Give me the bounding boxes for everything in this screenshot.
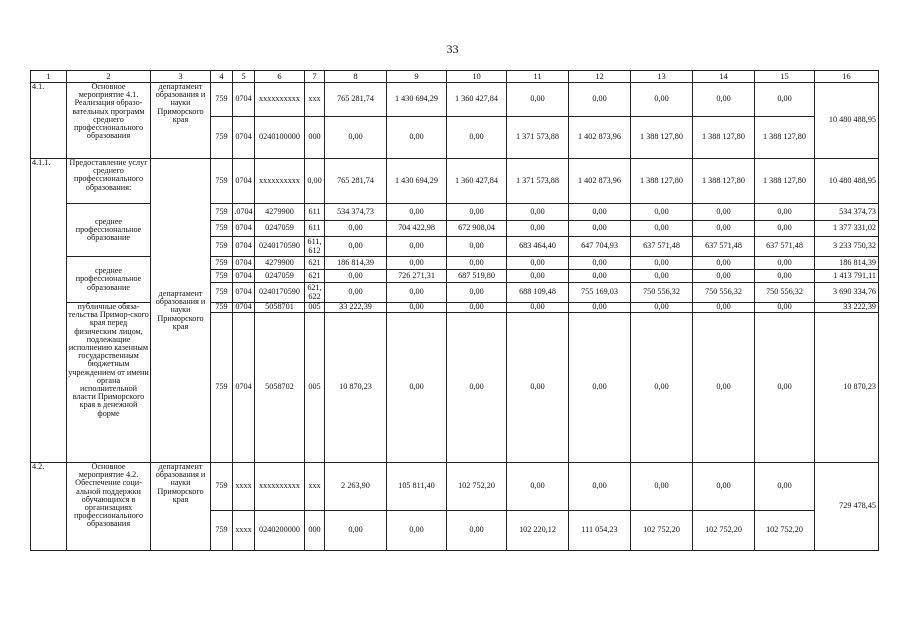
- row-name: среднее профессиональное образование: [67, 257, 151, 303]
- cell: 0,00: [305, 159, 325, 204]
- cell: xxx: [305, 83, 325, 117]
- cell: 0,00: [507, 463, 569, 511]
- cell: 0704: [233, 237, 255, 257]
- header-cell: 9: [387, 71, 447, 83]
- cell: 0,00: [387, 313, 447, 463]
- cell: 0,00: [447, 303, 507, 313]
- total-cell: 186 814,39: [815, 257, 879, 270]
- header-cell: 10: [447, 71, 507, 83]
- cell: 1 402 873,96: [569, 159, 631, 204]
- cell: 0704: [233, 83, 255, 117]
- cell: 683 464,40: [507, 237, 569, 257]
- cell: 759: [211, 283, 233, 303]
- cell: 637 571,48: [693, 237, 755, 257]
- cell: 750 556,32: [631, 283, 693, 303]
- header-cell: 5: [233, 71, 255, 83]
- cell: 0240100000: [255, 117, 305, 159]
- cell: 0,00: [325, 283, 387, 303]
- cell: 611: [305, 204, 325, 221]
- header-cell: 15: [755, 71, 815, 83]
- row-name: среднее профессиональное образование: [67, 204, 151, 257]
- cell: 0,00: [569, 463, 631, 511]
- row-name: Предоставление услуг среднего профессионального образования:: [67, 159, 151, 204]
- header-cell: 6: [255, 71, 305, 83]
- cell: 0,00: [387, 204, 447, 221]
- cell: 102 752,20: [693, 511, 755, 551]
- cell: 0,00: [507, 221, 569, 237]
- cell: 0,00: [755, 270, 815, 283]
- cell: 0,00: [387, 117, 447, 159]
- cell: 5058702: [255, 313, 305, 463]
- total-cell: 10 480 488,95: [815, 83, 879, 159]
- header-row: [31, 71, 879, 83]
- cell: 2 263,90: [325, 463, 387, 511]
- cell: 0,00: [507, 257, 569, 270]
- cell: 0,00: [693, 83, 755, 117]
- row-number: 4.1.: [31, 83, 67, 159]
- header-cell: 2: [67, 71, 151, 83]
- cell: 637 571,48: [755, 237, 815, 257]
- responsible-dept: департамент образования и науки Приморского края: [151, 83, 211, 159]
- cell: 0,00: [447, 237, 507, 257]
- cell: 611: [305, 221, 325, 237]
- page-number: 33: [446, 42, 459, 56]
- row-name: Основное мероприятие 4.2. Обеспечение соци-альной поддержки обучающихся в организациях профессионального образования: [67, 463, 151, 551]
- cell: 0,00: [325, 237, 387, 257]
- cell: 759: [211, 204, 233, 221]
- cell: 1 360 427,84: [447, 159, 507, 204]
- cell: 759: [211, 117, 233, 159]
- cell: 0,00: [755, 313, 815, 463]
- cell: 0,00: [447, 511, 507, 551]
- cell: 1 402 873,96: [569, 117, 631, 159]
- cell: 10 870,23: [325, 313, 387, 463]
- cell: 0,00: [387, 237, 447, 257]
- cell: 111 054,23: [569, 511, 631, 551]
- header-cell: 16: [815, 71, 879, 83]
- header-cell: 3: [151, 71, 211, 83]
- header-cell: 4: [211, 71, 233, 83]
- cell: 1 388 127,80: [755, 117, 815, 159]
- cell: 000: [305, 511, 325, 551]
- cell: 0247059: [255, 270, 305, 283]
- total-cell: 534 374,73: [815, 204, 879, 221]
- cell: 005: [305, 313, 325, 463]
- cell: 0,00: [569, 270, 631, 283]
- cell: 0704: [233, 117, 255, 159]
- total-cell: 33 222,39: [815, 303, 879, 313]
- cell: 0,00: [387, 303, 447, 313]
- cell: 0,00: [507, 204, 569, 221]
- cell: 759: [211, 270, 233, 283]
- cell: 1 388 127,80: [631, 117, 693, 159]
- table-row: [31, 159, 879, 204]
- header-cell: 1: [31, 71, 67, 83]
- cell: 1 430 694,29: [387, 83, 447, 117]
- cell: 750 556,32: [693, 283, 755, 303]
- cell: 0240200000: [255, 511, 305, 551]
- cell: 005: [305, 303, 325, 313]
- cell: 0,00: [569, 303, 631, 313]
- cell: 621: [305, 270, 325, 283]
- cell: 621: [305, 257, 325, 270]
- cell: 704 422,98: [387, 221, 447, 237]
- cell: 1 371 573,88: [507, 159, 569, 204]
- total-cell: 729 478,45: [815, 463, 879, 551]
- cell: 765 281,74: [325, 83, 387, 117]
- row-number: 4.1.1.: [31, 159, 67, 463]
- cell: 621, 622: [305, 283, 325, 303]
- cell: 759: [211, 463, 233, 511]
- header-cell: 7: [305, 71, 325, 83]
- responsible-dept: департамент образования и науки Приморского края: [151, 463, 211, 551]
- cell: 0,00: [755, 221, 815, 237]
- cell: 0,00: [325, 270, 387, 283]
- cell: 0,00: [387, 257, 447, 270]
- cell: 33 222,39: [325, 303, 387, 313]
- table-row: [31, 463, 879, 511]
- cell: 0,00: [569, 313, 631, 463]
- cell: 0,00: [631, 83, 693, 117]
- cell: 611, 612: [305, 237, 325, 257]
- cell: 0247059: [255, 221, 305, 237]
- table-row: [31, 83, 879, 117]
- cell: 1 388 127,80: [693, 117, 755, 159]
- cell: 1 388 127,80: [755, 159, 815, 204]
- cell: 0,00: [387, 283, 447, 303]
- cell: 759: [211, 83, 233, 117]
- cell: 0704: [233, 303, 255, 313]
- cell: 759: [211, 303, 233, 313]
- cell: 1 430 694,29: [387, 159, 447, 204]
- header-cell: 12: [569, 71, 631, 83]
- cell: 1 388 127,80: [693, 159, 755, 204]
- cell: 1 388 127,80: [631, 159, 693, 204]
- cell: 0,00: [447, 117, 507, 159]
- cell: 647 704,93: [569, 237, 631, 257]
- cell: 1 371 573,88: [507, 117, 569, 159]
- cell: 0,00: [693, 463, 755, 511]
- cell: 0,00: [569, 257, 631, 270]
- cell: 4279900: [255, 204, 305, 221]
- cell: 534 374,73: [325, 204, 387, 221]
- cell: 0,00: [755, 204, 815, 221]
- total-cell: 3 690 334,76: [815, 283, 879, 303]
- cell: 759: [211, 237, 233, 257]
- cell: 759: [211, 313, 233, 463]
- cell: 0704: [233, 257, 255, 270]
- cell: 750 556,32: [755, 283, 815, 303]
- cell: 759: [211, 511, 233, 551]
- cell: 637 571,48: [631, 237, 693, 257]
- cell: 687 519,80: [447, 270, 507, 283]
- cell: 0,00: [693, 270, 755, 283]
- header-cell: 13: [631, 71, 693, 83]
- cell: 0,00: [325, 511, 387, 551]
- cell: 0,00: [447, 257, 507, 270]
- cell: xxxxxxxxxx: [255, 83, 305, 117]
- cell: 0,00: [693, 221, 755, 237]
- cell: 688 109,48: [507, 283, 569, 303]
- cell: 0,00: [447, 313, 507, 463]
- cell: 759: [211, 159, 233, 204]
- cell: 186 814,39: [325, 257, 387, 270]
- cell: xxxxxxxxxx: [255, 463, 305, 511]
- budget-table: [30, 70, 879, 551]
- cell: 0,00: [631, 463, 693, 511]
- cell: 755 169,03: [569, 283, 631, 303]
- cell: xxx: [305, 463, 325, 511]
- cell: 000: [305, 117, 325, 159]
- cell: 0,00: [447, 204, 507, 221]
- total-cell: 1 413 791,11: [815, 270, 879, 283]
- cell: 0,00: [693, 257, 755, 270]
- cell: xxxxxxxxxx: [255, 159, 305, 204]
- cell: 0,00: [755, 83, 815, 117]
- cell: 0240170590: [255, 237, 305, 257]
- total-cell: 3 233 750,32: [815, 237, 879, 257]
- cell: 4279900: [255, 257, 305, 270]
- cell: 759: [211, 257, 233, 270]
- cell: 0,00: [325, 221, 387, 237]
- total-cell: 10 870,23: [815, 313, 879, 463]
- cell: 0,00: [387, 511, 447, 551]
- cell: 0,00: [755, 257, 815, 270]
- cell: 0,00: [507, 83, 569, 117]
- header-cell: 8: [325, 71, 387, 83]
- cell: 0704: [233, 313, 255, 463]
- cell: xxxx: [233, 511, 255, 551]
- cell: 0,00: [507, 270, 569, 283]
- cell: .0704: [233, 204, 255, 221]
- cell: 0,00: [325, 117, 387, 159]
- header-cell: 14: [693, 71, 755, 83]
- cell: 0704: [233, 221, 255, 237]
- cell: 0,00: [569, 204, 631, 221]
- cell: 0,00: [631, 221, 693, 237]
- cell: 0,00: [693, 204, 755, 221]
- responsible-dept: департамент образования и науки Приморского края: [151, 159, 211, 463]
- cell: 0240170590: [255, 283, 305, 303]
- cell: 0,00: [631, 204, 693, 221]
- cell: 765 281,74: [325, 159, 387, 204]
- cell: 0704: [233, 159, 255, 204]
- cell: 0,00: [693, 313, 755, 463]
- cell: 759: [211, 221, 233, 237]
- cell: 0,00: [507, 303, 569, 313]
- cell: 0,00: [631, 257, 693, 270]
- cell: 102 752,20: [631, 511, 693, 551]
- cell: 726 271,31: [387, 270, 447, 283]
- header-cell: 11: [507, 71, 569, 83]
- cell: 0,00: [569, 221, 631, 237]
- cell: 0704: [233, 283, 255, 303]
- row-name: Основное мероприятие 4.1. Реализация образо-вательных программ среднего профессионального образования: [67, 83, 151, 159]
- total-cell: 10 480 488,95: [815, 159, 879, 204]
- cell: 0,00: [447, 283, 507, 303]
- cell: 0704: [233, 270, 255, 283]
- cell: 0,00: [631, 313, 693, 463]
- cell: 0,00: [755, 303, 815, 313]
- cell: xxxx: [233, 463, 255, 511]
- cell: 102 752,20: [755, 511, 815, 551]
- cell: 0,00: [569, 83, 631, 117]
- cell: 102 752,20: [447, 463, 507, 511]
- cell: 5058701: [255, 303, 305, 313]
- cell: 102 220,12: [507, 511, 569, 551]
- cell: 672 908,04: [447, 221, 507, 237]
- cell: 0,00: [631, 270, 693, 283]
- cell: 1 360 427,84: [447, 83, 507, 117]
- total-cell: 1 377 331,02: [815, 221, 879, 237]
- cell: 0,00: [507, 313, 569, 463]
- row-name: публичные обяза-тельства Примор-ского края перед физическим лицом, подлежащие исполнению казенным государственным бюджетным учреждением от имени органа исполнительной власти Приморского края в денежной форме: [67, 303, 151, 463]
- cell: 0,00: [755, 463, 815, 511]
- cell: 105 811,40: [387, 463, 447, 511]
- cell: 0,00: [693, 303, 755, 313]
- cell: 0,00: [631, 303, 693, 313]
- row-number: 4.2.: [31, 463, 67, 551]
